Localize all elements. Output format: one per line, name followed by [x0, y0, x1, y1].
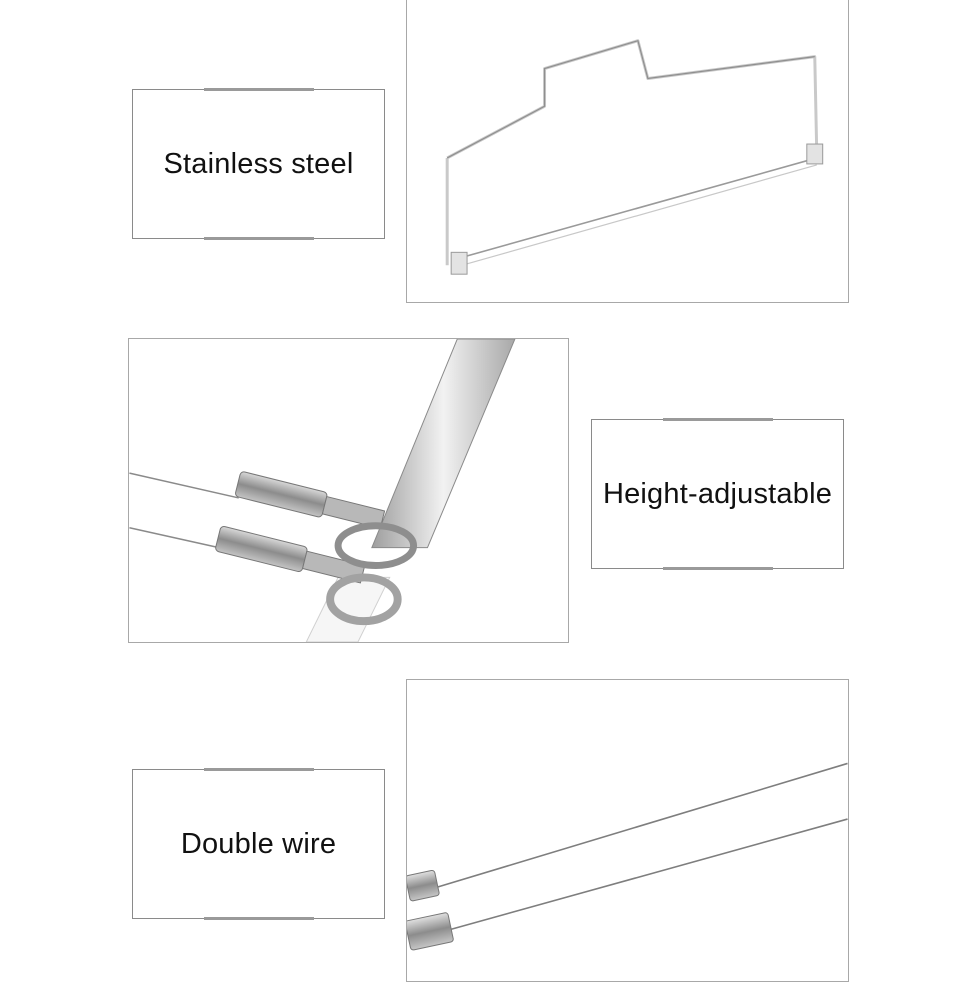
feature-label-stainless-steel [132, 89, 385, 239]
label-bottom-accent [204, 237, 314, 240]
feature-label-text: Double wire [180, 827, 337, 860]
product-photo-double-wire [406, 679, 849, 982]
label-top-accent [204, 768, 314, 771]
feature-label-text: Stainless steel [163, 147, 354, 180]
product-photo-adjustable-clips [128, 338, 569, 643]
product-photo-slicer-frame [406, 0, 849, 303]
slicer-frame-illustration [407, 0, 848, 302]
label-top-accent [204, 88, 314, 91]
label-top-accent [663, 418, 773, 421]
adjustable-clips-illustration [129, 339, 568, 642]
feature-label-double-wire [132, 769, 385, 919]
label-bottom-accent [204, 917, 314, 920]
label-bottom-accent [663, 567, 773, 570]
feature-label-height-adjustable [591, 419, 844, 569]
feature-label-text: Height-adjustable [602, 477, 833, 510]
double-wire-illustration [407, 680, 848, 981]
